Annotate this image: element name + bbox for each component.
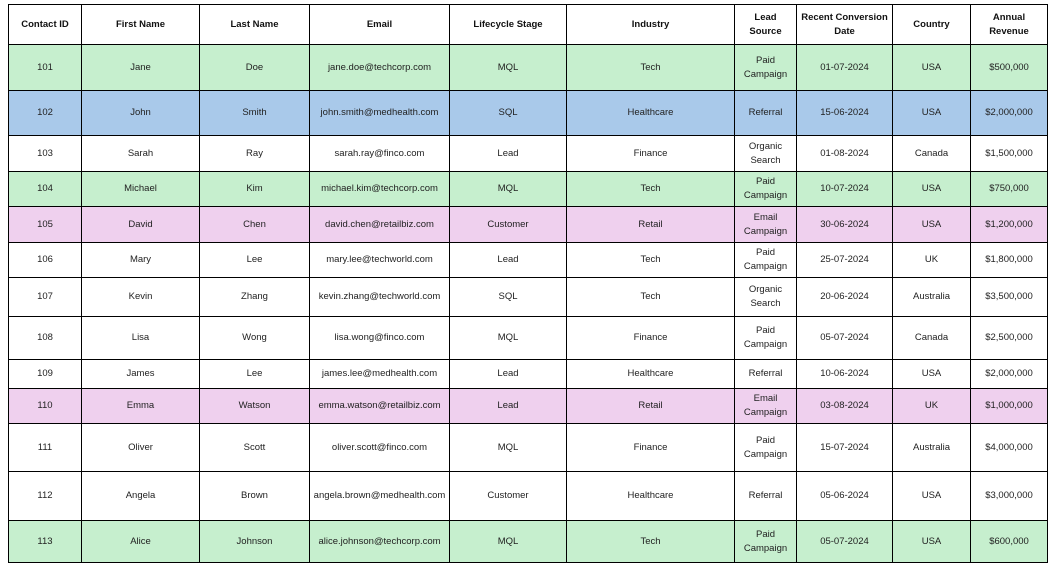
cell-industry[interactable]: Tech (567, 172, 735, 207)
cell-first-name[interactable]: John (82, 91, 200, 136)
cell-annual-revenue[interactable]: $3,000,000 (971, 472, 1048, 521)
cell-industry[interactable]: Tech (567, 521, 735, 563)
header-industry[interactable]: Industry (567, 5, 735, 45)
cell-annual-revenue[interactable]: $1,000,000 (971, 389, 1048, 424)
cell-lifecycle-stage[interactable]: MQL (450, 172, 567, 207)
cell-lifecycle-stage[interactable]: MQL (450, 521, 567, 563)
cell-country[interactable]: USA (893, 521, 971, 563)
cell-email[interactable]: lisa.wong@finco.com (310, 317, 450, 360)
cell-contact-id[interactable]: 111 (9, 424, 82, 472)
header-lifecycle-stage[interactable]: Lifecycle Stage (450, 5, 567, 45)
cell-annual-revenue[interactable]: $600,000 (971, 521, 1048, 563)
table-row (9, 91, 1048, 136)
cell-contact-id[interactable]: 106 (9, 243, 82, 278)
cell-annual-revenue[interactable]: $500,000 (971, 45, 1048, 91)
cell-first-name[interactable]: Mary (82, 243, 200, 278)
cell-email[interactable]: kevin.zhang@techworld.com (310, 278, 450, 317)
cell-industry[interactable]: Retail (567, 207, 735, 243)
header-first-name[interactable]: First Name (82, 5, 200, 45)
cell-country[interactable]: Canada (893, 136, 971, 172)
cell-last-name[interactable]: Doe (200, 45, 310, 91)
cell-contact-id[interactable]: 103 (9, 136, 82, 172)
header-email[interactable]: Email (310, 5, 450, 45)
cell-industry[interactable]: Tech (567, 243, 735, 278)
table-body (9, 45, 1048, 563)
contacts-table (8, 4, 1048, 563)
cell-conversion-date[interactable]: 20-06-2024 (797, 278, 893, 317)
cell-annual-revenue[interactable]: $1,500,000 (971, 136, 1048, 172)
cell-lead-source[interactable]: Referral (735, 472, 797, 521)
cell-lifecycle-stage[interactable]: Customer (450, 207, 567, 243)
cell-country[interactable]: USA (893, 472, 971, 521)
cell-lifecycle-stage[interactable]: Customer (450, 472, 567, 521)
cell-lifecycle-stage[interactable]: MQL (450, 424, 567, 472)
cell-conversion-date[interactable]: 15-07-2024 (797, 424, 893, 472)
cell-annual-revenue[interactable]: $4,000,000 (971, 424, 1048, 472)
cell-country[interactable]: UK (893, 389, 971, 424)
cell-lead-source[interactable]: Paid Campaign (735, 45, 797, 91)
cell-email[interactable]: michael.kim@techcorp.com (310, 172, 450, 207)
cell-email[interactable]: sarah.ray@finco.com (310, 136, 450, 172)
cell-lifecycle-stage[interactable]: Lead (450, 243, 567, 278)
cell-lead-source[interactable]: Paid Campaign (735, 172, 797, 207)
cell-first-name[interactable]: David (82, 207, 200, 243)
cell-lifecycle-stage[interactable]: SQL (450, 278, 567, 317)
cell-lead-source[interactable]: Organic Search (735, 136, 797, 172)
cell-country[interactable]: Canada (893, 317, 971, 360)
cell-country[interactable]: USA (893, 45, 971, 91)
cell-last-name[interactable]: Watson (200, 389, 310, 424)
table-row (9, 317, 1048, 360)
cell-conversion-date[interactable]: 01-08-2024 (797, 136, 893, 172)
cell-lead-source[interactable]: Referral (735, 91, 797, 136)
table-row (9, 389, 1048, 424)
cell-contact-id[interactable]: 112 (9, 472, 82, 521)
table-row (9, 172, 1048, 207)
cell-last-name[interactable]: Lee (200, 243, 310, 278)
cell-country[interactable]: UK (893, 243, 971, 278)
cell-first-name[interactable]: Jane (82, 45, 200, 91)
cell-lead-source[interactable]: Paid Campaign (735, 424, 797, 472)
cell-lifecycle-stage[interactable]: Lead (450, 389, 567, 424)
table-row (9, 243, 1048, 278)
cell-last-name[interactable]: Lee (200, 360, 310, 389)
table-row (9, 424, 1048, 472)
cell-first-name[interactable]: Michael (82, 172, 200, 207)
header-country[interactable]: Country (893, 5, 971, 45)
cell-industry[interactable]: Healthcare (567, 91, 735, 136)
cell-annual-revenue[interactable]: $2,000,000 (971, 91, 1048, 136)
cell-lead-source[interactable]: Email Campaign (735, 207, 797, 243)
cell-country[interactable]: Australia (893, 424, 971, 472)
cell-contact-id[interactable]: 107 (9, 278, 82, 317)
cell-industry[interactable]: Healthcare (567, 360, 735, 389)
cell-country[interactable]: USA (893, 91, 971, 136)
cell-email[interactable]: alice.johnson@techcorp.com (310, 521, 450, 563)
cell-first-name[interactable]: Sarah (82, 136, 200, 172)
cell-lifecycle-stage[interactable]: MQL (450, 45, 567, 91)
table-row (9, 472, 1048, 521)
cell-contact-id[interactable]: 109 (9, 360, 82, 389)
cell-conversion-date[interactable]: 10-07-2024 (797, 172, 893, 207)
cell-lead-source[interactable]: Paid Campaign (735, 317, 797, 360)
cell-email[interactable]: angela.brown@medhealth.com (310, 472, 450, 521)
cell-email[interactable]: david.chen@retailbiz.com (310, 207, 450, 243)
header-annual-revenue[interactable]: Annual Revenue (971, 5, 1048, 45)
cell-conversion-date[interactable]: 15-06-2024 (797, 91, 893, 136)
header-lead-source[interactable]: Lead Source (735, 5, 797, 45)
cell-industry[interactable]: Healthcare (567, 472, 735, 521)
cell-first-name[interactable]: Angela (82, 472, 200, 521)
cell-last-name[interactable]: Wong (200, 317, 310, 360)
cell-first-name[interactable]: Kevin (82, 278, 200, 317)
cell-email[interactable]: james.lee@medhealth.com (310, 360, 450, 389)
cell-contact-id[interactable]: 102 (9, 91, 82, 136)
cell-last-name[interactable]: Ray (200, 136, 310, 172)
cell-last-name[interactable]: Chen (200, 207, 310, 243)
cell-annual-revenue[interactable]: $2,000,000 (971, 360, 1048, 389)
cell-country[interactable]: Australia (893, 278, 971, 317)
table-row (9, 136, 1048, 172)
cell-lifecycle-stage[interactable]: MQL (450, 317, 567, 360)
cell-conversion-date[interactable]: 03-08-2024 (797, 389, 893, 424)
cell-annual-revenue[interactable]: $1,200,000 (971, 207, 1048, 243)
cell-contact-id[interactable]: 101 (9, 45, 82, 91)
cell-lead-source[interactable]: Paid Campaign (735, 521, 797, 563)
cell-contact-id[interactable]: 113 (9, 521, 82, 563)
cell-contact-id[interactable]: 105 (9, 207, 82, 243)
cell-annual-revenue[interactable]: $3,500,000 (971, 278, 1048, 317)
cell-lifecycle-stage[interactable]: Lead (450, 360, 567, 389)
table-row (9, 45, 1048, 91)
cell-conversion-date[interactable]: 05-07-2024 (797, 317, 893, 360)
cell-lead-source[interactable]: Referral (735, 360, 797, 389)
cell-last-name[interactable]: Smith (200, 91, 310, 136)
header-contact-id[interactable]: Contact ID (9, 5, 82, 45)
cell-first-name[interactable]: Alice (82, 521, 200, 563)
cell-email[interactable]: jane.doe@techcorp.com (310, 45, 450, 91)
cell-industry[interactable]: Finance (567, 136, 735, 172)
cell-first-name[interactable]: Oliver (82, 424, 200, 472)
cell-contact-id[interactable]: 110 (9, 389, 82, 424)
cell-last-name[interactable]: Zhang (200, 278, 310, 317)
table-row (9, 360, 1048, 389)
cell-industry[interactable]: Retail (567, 389, 735, 424)
cell-last-name[interactable]: Johnson (200, 521, 310, 563)
cell-lead-source[interactable]: Paid Campaign (735, 243, 797, 278)
cell-email[interactable]: mary.lee@techworld.com (310, 243, 450, 278)
cell-industry[interactable]: Tech (567, 278, 735, 317)
cell-country[interactable]: USA (893, 172, 971, 207)
cell-conversion-date[interactable]: 30-06-2024 (797, 207, 893, 243)
cell-last-name[interactable]: Brown (200, 472, 310, 521)
cell-conversion-date[interactable]: 05-06-2024 (797, 472, 893, 521)
cell-annual-revenue[interactable]: $750,000 (971, 172, 1048, 207)
cell-lead-source[interactable]: Email Campaign (735, 389, 797, 424)
header-last-name[interactable]: Last Name (200, 5, 310, 45)
cell-first-name[interactable]: James (82, 360, 200, 389)
cell-lifecycle-stage[interactable]: SQL (450, 91, 567, 136)
cell-first-name[interactable]: Lisa (82, 317, 200, 360)
cell-lead-source[interactable]: Organic Search (735, 278, 797, 317)
header-row (9, 5, 1048, 45)
header-recent-conversion-date[interactable]: Recent Conversion Date (797, 5, 893, 45)
cell-first-name[interactable]: Emma (82, 389, 200, 424)
cell-conversion-date[interactable]: 10-06-2024 (797, 360, 893, 389)
cell-email[interactable]: emma.watson@retailbiz.com (310, 389, 450, 424)
table-row (9, 207, 1048, 243)
cell-last-name[interactable]: Kim (200, 172, 310, 207)
spreadsheet (8, 4, 1048, 563)
cell-conversion-date[interactable]: 01-07-2024 (797, 45, 893, 91)
cell-lifecycle-stage[interactable]: Lead (450, 136, 567, 172)
cell-industry[interactable]: Tech (567, 45, 735, 91)
cell-annual-revenue[interactable]: $1,800,000 (971, 243, 1048, 278)
cell-country[interactable]: USA (893, 207, 971, 243)
cell-email[interactable]: oliver.scott@finco.com (310, 424, 450, 472)
cell-contact-id[interactable]: 104 (9, 172, 82, 207)
cell-contact-id[interactable]: 108 (9, 317, 82, 360)
table-row (9, 521, 1048, 563)
cell-email[interactable]: john.smith@medhealth.com (310, 91, 450, 136)
cell-last-name[interactable]: Scott (200, 424, 310, 472)
cell-annual-revenue[interactable]: $2,500,000 (971, 317, 1048, 360)
table-row (9, 278, 1048, 317)
cell-country[interactable]: USA (893, 360, 971, 389)
cell-conversion-date[interactable]: 25-07-2024 (797, 243, 893, 278)
cell-conversion-date[interactable]: 05-07-2024 (797, 521, 893, 563)
cell-industry[interactable]: Finance (567, 317, 735, 360)
cell-industry[interactable]: Finance (567, 424, 735, 472)
